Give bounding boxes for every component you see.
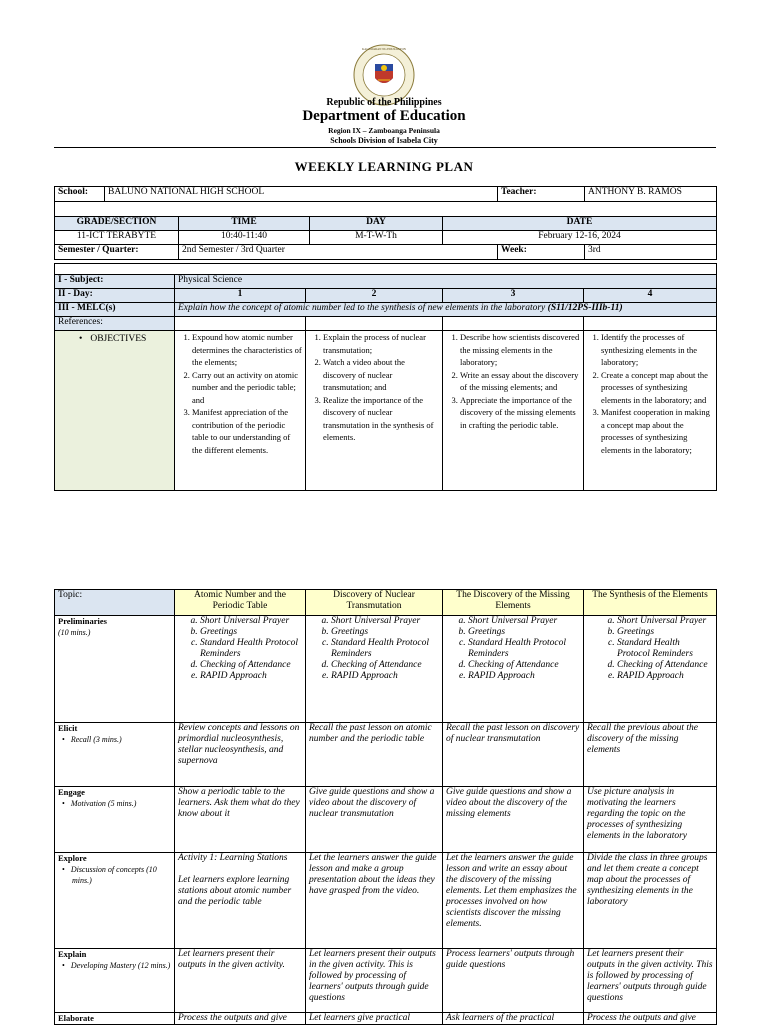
day-1: 1 [175, 289, 306, 303]
list-item: b. Greetings [617, 627, 713, 638]
row-label [55, 949, 175, 1013]
table-row [55, 787, 717, 853]
row-title: Explore [58, 853, 87, 863]
page-title: WEEKLY LEARNING PLAN [294, 159, 474, 174]
week-label: Week: [498, 245, 585, 260]
topic-day-1: Atomic Number and the Periodic Table [175, 590, 306, 616]
objectives-list [587, 331, 713, 456]
objectives-list [446, 331, 580, 431]
table-row [55, 853, 717, 949]
subject-label: I - Subject: [55, 275, 175, 289]
info-table [54, 186, 717, 260]
list-item: e. RAPID Approach [617, 671, 713, 682]
list-item: 3. Manifest appreciation of the contribution of the periodic table to our understanding of the different elements. [192, 406, 302, 456]
grade-header: GRADE/SECTION [55, 217, 179, 231]
subject-value: Physical Science [175, 275, 717, 289]
row-title: Elicit [58, 723, 78, 733]
spacer-row [55, 264, 717, 275]
row-title: Engage [58, 787, 85, 797]
list-item: 1. Describe how scientists discovered the missing elements in the laboratory; [460, 331, 580, 369]
day-3: 3 [443, 289, 584, 303]
melc-text: Explain how the concept of atomic number led to the synthesis of new elements in the laboratory [178, 303, 546, 313]
date-value: February 12-16, 2024 [443, 231, 717, 245]
row-cell: Let the learners answer the guide lesson and make a group presentation about the ideas they have grasped from the video. [306, 853, 443, 949]
preliminaries-title: Preliminaries [58, 616, 107, 626]
list-item: a. Short Universal Prayer [468, 616, 580, 627]
list-item: b. Greetings [200, 627, 302, 638]
date-header: DATE [443, 217, 717, 231]
topic-label: Topic: [55, 590, 175, 616]
references-label: References: [55, 317, 175, 331]
row-cell: Let learners present their outputs in the given activity. This is followed by processing of learners' outputs through guide questions [306, 949, 443, 1013]
list-item: d. Checking of Attendance [468, 660, 580, 671]
list-item: e. RAPID Approach [200, 671, 302, 682]
list-item: 1. Expound how atomic number determines the characteristics of the elements; [192, 331, 302, 369]
melc-value [175, 303, 717, 317]
spacer-row [55, 202, 717, 217]
time-header: TIME [179, 217, 310, 231]
header-divider [54, 147, 716, 148]
preliminaries-list [587, 616, 713, 682]
lessons-table [54, 589, 717, 1025]
objectives-day-1 [175, 331, 306, 491]
lesson-rows [55, 723, 717, 1025]
list-item: d. Checking of Attendance [200, 660, 302, 671]
seal-text: KAGAWARAN NG EDUKASYON [362, 47, 406, 51]
topic-day-2: Discovery of Nuclear Transmutation [306, 590, 443, 616]
row-label [55, 723, 175, 787]
semester-value: 2nd Semester / 3rd Quarter [179, 245, 498, 260]
melc-label: III - MELC(s) [55, 303, 175, 317]
day-2: 2 [306, 289, 443, 303]
list-item: 2. Watch a video about the discovery of nuclear transmutation; and [323, 356, 439, 394]
list-item: 3. Appreciate the importance of the discovery of the missing elements in crafting the periodic table. [460, 394, 580, 432]
day-label: II - Day: [55, 289, 175, 303]
row-cell: Recall the past lesson on discovery of nuclear transmutation [443, 723, 584, 787]
row-subtitle: • Recall (3 mins.) [72, 734, 171, 745]
list-item: 2. Create a concept map about the processes of synthesizing elements in the laboratory; and [601, 369, 713, 407]
row-cell: Recall the previous about the discovery of the missing elements [584, 723, 717, 787]
list-item: d. Checking of Attendance [617, 660, 713, 671]
semester-label: Semester / Quarter: [55, 245, 179, 260]
melc-code: (S11/12PS-IIIb-11) [547, 303, 623, 313]
objectives-list [309, 331, 439, 444]
day-4: 4 [584, 289, 717, 303]
list-item: e. RAPID Approach [331, 671, 439, 682]
division-line: Schools Division of Isabela City [330, 136, 438, 145]
preliminaries-day-2 [306, 616, 443, 723]
time-value: 10:40-11:40 [179, 231, 310, 245]
table-row [55, 1013, 717, 1025]
row-cell: Use picture analysis in motivating the learners regarding the topic on the processes of synthesizing elements in the laboratory [584, 787, 717, 853]
preliminaries-list [446, 616, 580, 682]
row-cell: Activity 1: Learning Stations Let learners explore learning stations about atomic number and the periodic table [175, 853, 306, 949]
objectives-list [178, 331, 302, 456]
list-item: a. Short Universal Prayer [617, 616, 713, 627]
list-item: e. RAPID Approach [468, 671, 580, 682]
objectives-day-4 [584, 331, 717, 491]
day-header: DAY [310, 217, 443, 231]
preliminaries-time: (10 mins.) [58, 628, 91, 637]
row-label [55, 787, 175, 853]
row-cell: Process the outputs and give [584, 1013, 717, 1025]
list-item: a. Short Universal Prayer [200, 616, 302, 627]
row-cell: Process the outputs and give [175, 1013, 306, 1025]
row-cell: Give guide questions and show a video about the discovery of nuclear transmutation [306, 787, 443, 853]
list-item: 1. Identify the processes of synthesizing elements in the laboratory; [601, 331, 713, 369]
list-item: c. Standard Health Protocol Reminders [468, 638, 580, 660]
region-line: Region IX – Zamboanga Peninsula [328, 126, 440, 135]
teacher-value: ANTHONY B. RAMOS [585, 187, 717, 202]
row-cell: Let learners give practical [306, 1013, 443, 1025]
objectives-label [55, 331, 175, 491]
row-cell: Ask learners of the practical [443, 1013, 584, 1025]
preliminaries-list [178, 616, 302, 682]
row-title: Explain [58, 949, 87, 959]
row-cell: Show a periodic table to the learners. Ask them what do they know about it [175, 787, 306, 853]
objectives-label-text: • OBJECTIVES [79, 334, 146, 344]
list-item: c. Standard Health Protocol Reminders [200, 638, 302, 660]
row-subtitle: • Discussion of concepts (10 mins.) [72, 864, 171, 886]
preliminaries-list [309, 616, 439, 682]
preliminaries-label [55, 616, 175, 723]
row-title: Elaborate [58, 1013, 94, 1023]
republic-line: Republic of the Philippines [326, 97, 442, 108]
school-label: School: [55, 187, 105, 202]
department-name: Department of Education [302, 108, 466, 124]
row-subtitle: • Developing Mastery (12 mins.) [72, 960, 171, 971]
table-row [55, 949, 717, 1013]
list-item: c. Standard Health Protocol Reminders [617, 638, 713, 660]
row-cell: Let the learners answer the guide lesson and write an essay about the discovery of the missing elements. Let them emphasizes the processes involved on how scientists discover the missing elements. [443, 853, 584, 949]
row-cell: Let learners present their outputs in the given activity. This is followed by processing of learners' outputs through guide questions [584, 949, 717, 1013]
list-item: 3. Manifest cooperation in making a concept map about the processes of synthesizing elements in the laboratory; [601, 406, 713, 456]
table-row [55, 723, 717, 787]
list-item: a. Short Universal Prayer [331, 616, 439, 627]
teacher-label: Teacher: [498, 187, 585, 202]
list-item: 2. Write an essay about the discovery of the missing elements; and [460, 369, 580, 394]
list-item: 2. Carry out an activity on atomic number and the periodic table; and [192, 369, 302, 407]
day-value: M-T-W-Th [310, 231, 443, 245]
objectives-day-3 [443, 331, 584, 491]
row-cell: Let learners present their outputs in the given activity. [175, 949, 306, 1013]
list-item: d. Checking of Attendance [331, 660, 439, 671]
row-label [55, 1013, 175, 1025]
list-item: c. Standard Health Protocol Reminders [331, 638, 439, 660]
list-item: b. Greetings [468, 627, 580, 638]
preliminaries-day-3 [443, 616, 584, 723]
row-cell: Review concepts and lessons on primordial nucleosynthesis, stellar nucleosynthesis, and supernova [175, 723, 306, 787]
row-cell: Process learners' outputs through guide questions [443, 949, 584, 1013]
school-value: BALUNO NATIONAL HIGH SCHOOL [105, 187, 498, 202]
row-subtitle: • Motivation (5 mins.) [72, 798, 171, 809]
grade-value: 11-ICT TERABYTE [55, 231, 179, 245]
objectives-day-2 [306, 331, 443, 491]
topic-day-3: The Discovery of the Missing Elements [443, 590, 584, 616]
list-item: b. Greetings [331, 627, 439, 638]
preliminaries-day-1 [175, 616, 306, 723]
topic-day-4: The Synthesis of the Elements [584, 590, 717, 616]
preliminaries-day-4 [584, 616, 717, 723]
list-item: 3. Realize the importance of the discovery of nuclear transmutation in the synthesis of elements. [323, 394, 439, 444]
row-label [55, 853, 175, 949]
week-value: 3rd [585, 245, 717, 260]
row-cell: Recall the past lesson on atomic number and the periodic table [306, 723, 443, 787]
plan-table [54, 263, 717, 491]
list-item: 1. Explain the process of nuclear transmutation; [323, 331, 439, 356]
row-cell: Give guide questions and show a video about the discovery of the missing elements [443, 787, 584, 853]
row-cell: Divide the class in three groups and let them create a concept map about the processes of synthesizing elements in the laboratory [584, 853, 717, 949]
